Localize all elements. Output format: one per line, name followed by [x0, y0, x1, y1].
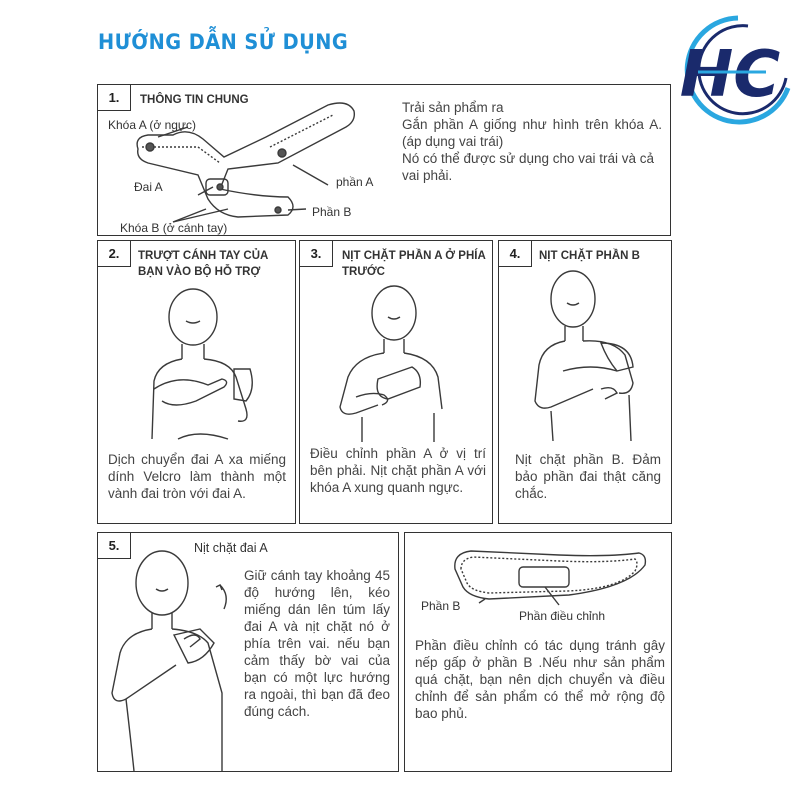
- adjustment-panel: [404, 532, 672, 772]
- logo-text: HC: [679, 38, 781, 112]
- step-2-number: 2.: [97, 240, 131, 267]
- label-khoa-a: Khóa A (ở ngực): [108, 118, 196, 132]
- step-5-panel: [97, 532, 399, 772]
- step-3-panel: [299, 240, 493, 524]
- step-3-text: Điều chỉnh phần A ở vị trí bên phải. Nịt chặt phần A với khóa A xung quanh ngực.: [310, 446, 486, 495]
- label-dai-a: Đai A: [134, 180, 163, 194]
- step-5-figure: [104, 543, 244, 771]
- step-1-text-2: Gắn phần A giống như hình trên khóa A. (áp dụng vai trái): [402, 117, 662, 149]
- adjustment-text: Phần điều chỉnh có tác dụng tránh gây nếp gấp ở phần B .Nếu như sản phẩm quá chặt, bạn nên dịch chuyển và điều chỉnh để sản phẩm có thể mở rộng độ bao phủ.: [415, 638, 665, 721]
- step-5-text: Giữ cánh tay khoảng 45 độ hướng lên, kéo miếng dán lên túm lấy đai A và nịt chặt nó ở phía trên vai. nếu bạn cảm thấy bờ vai của bạn có một lực hướng ra ngoài, thì bạn đã đeo đúng cách.: [244, 568, 390, 719]
- step-3-number: 3.: [299, 240, 333, 267]
- step-3-figure: [322, 287, 472, 442]
- step-2-text: Dịch chuyển đai A xa miếng dính Velcro làm thành một vành đai tròn với đai A.: [108, 452, 286, 501]
- step-4-figure: [521, 271, 661, 441]
- label-phan-a: phần A: [336, 175, 374, 189]
- step-1-number: 1.: [97, 84, 131, 111]
- adjustment-strip-illustration: [449, 541, 649, 611]
- label-phan-dieu-chinh: Phần điều chỉnh: [519, 609, 606, 623]
- step-4-panel: [498, 240, 672, 524]
- label-khoa-b: Khóa B (ở cánh tay): [120, 221, 228, 235]
- step-5-number: 5.: [97, 532, 131, 559]
- hc-logo: [668, 8, 800, 128]
- step-5-heading: Nịt chặt đai A: [194, 541, 268, 555]
- label-phan-b: Phần B: [312, 205, 352, 219]
- step-1-heading: THÔNG TIN CHUNG: [140, 94, 249, 106]
- step-4-number: 4.: [498, 240, 532, 267]
- step-1-text-1: Trải sản phẩm ra: [402, 100, 504, 115]
- label-phan-b-strip: Phần B: [421, 599, 461, 613]
- step-4-heading: NỊT CHẶT PHẦN B: [539, 250, 640, 262]
- step-2-heading: TRƯỢT CÁNH TAY CỦA BẠN VÀO BỘ HỖ TRỢ: [138, 250, 268, 278]
- step-2-panel: [97, 240, 296, 524]
- step-2-figure: [138, 289, 268, 439]
- step-1-text-3: Nó có thể được sử dụng cho vai trái và cả vai phải.: [402, 151, 655, 183]
- step-4-text: Nịt chặt phần B. Đảm bảo phần đai thật căng chắc.: [515, 452, 661, 501]
- step-3-heading: NỊT CHẶT PHẦN A Ở PHÍA TRƯỚC: [342, 250, 486, 278]
- page-title: HƯỚNG DẪN SỬ DỤNG: [98, 30, 349, 54]
- step-1-panel: [97, 84, 671, 236]
